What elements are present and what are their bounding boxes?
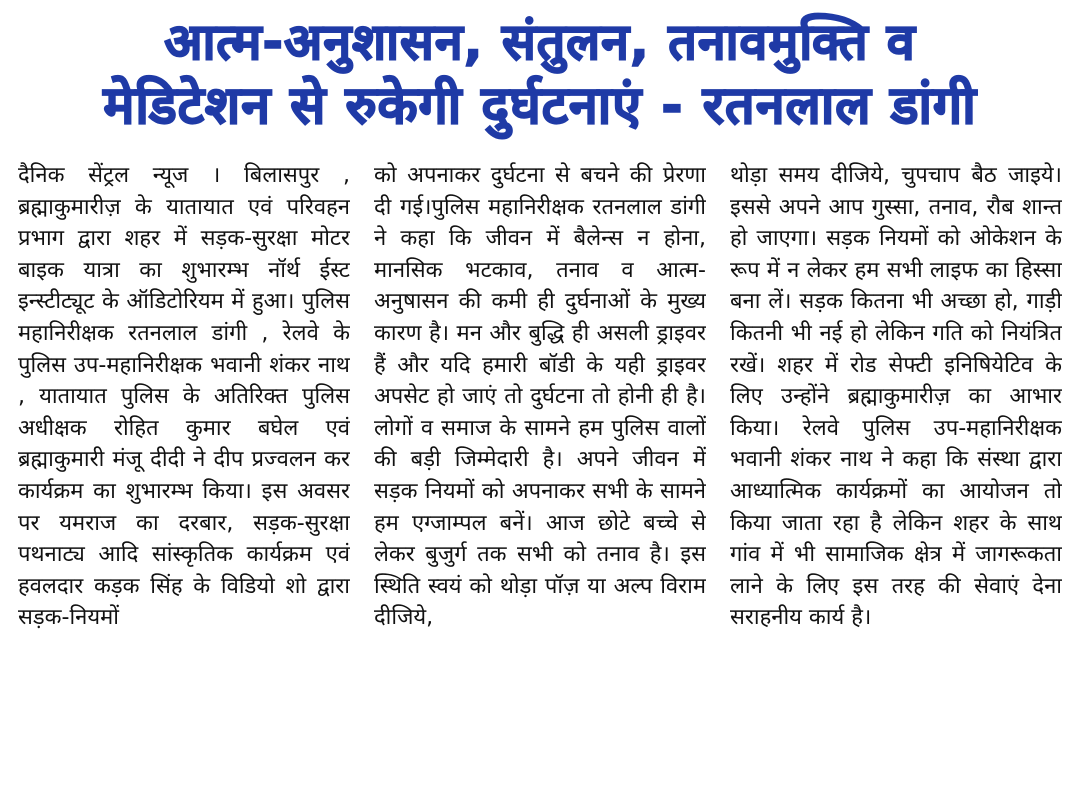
headline-line-1: आत्म-अनुशासन, संतुलन, तनावमुक्ति व (164, 13, 916, 71)
headline (0, 10, 1080, 140)
headline-line-2: मेडिटेशन से रुकेगी दुर्घटनाएं - रतनलाल डांगी (103, 76, 977, 136)
article-column-3: थोड़ा समय दीजिये, चुपचाप बैठ जाइये। इससे अपने आप गुस्सा, तनाव, रौब शान्त हो जाएगा। सड़क नियमों को ओकेशन के रूप में न लेकर हम सभी लाइफ का हिस्सा बना लें। सड़क कितना भी अच्छा हो, गाड़ी कितनी भी नई हो लेकिन गति को नियंत्रित रखें। शहर में रोड सेफ्टी इनिषियेटिव के लिए उन्होंने ब्रह्माकुमारीज़ का आभार किया। रेलवे पुलिस उप-महानिरीक्षक भवानी शंकर नाथ ने कहा कि संस्था द्वारा आध्यात्मिक कार्यक्रमों का आयोजन तो किया जाता रहा है लेकिन शहर के साथ गांव में भी सामाजिक क्षेत्र में जागरूकता लाने के लिए इस तरह की सेवाएं देना सराहनीय कार्य है। (730, 163, 1062, 631)
article-body (18, 160, 1062, 806)
article-column-2: को अपनाकर दुर्घटना से बचने की प्रेरणा दी गई।पुलिस महानिरीक्षक रतनलाल डांगी ने कहा कि जीवन में बैलेन्स न होना, मानसिक भटकाव, तनाव व आत्म-अनुषासन की कमी ही दुर्घनाओं के मुख्य कारण है। मन और बुद्धि ही असली ड्राइवर हैं और यदि हमारी बॉडी के यही ड्राइवर अपसेट हो जाएं तो दुर्घटना तो होनी ही है। लोगों व समाज के सामने हम पुलिस वालों की बड़ी जिम्मेदारी है। अपने जीवन में सड़क नियमों को अपनाकर सभी के सामने हम एग्जाम्पल बनें। आज छोटे बच्चे से लेकर बुजुर्ग तक सभी को तनाव है। इस स्थिति स्वयं को थोड़ा पॉज़ या अल्प विराम दीजिये, (374, 163, 706, 631)
article-column-1: दैनिक सेंट्रल न्यूज । बिलासपुर , ब्रह्माकुमारीज़ के यातायात एवं परिवहन प्रभाग द्वारा शहर में सड़क-सुरक्षा मोटर बाइक यात्रा का शुभारम्भ नॉर्थ ईस्ट इन्स्टीट्यूट के ऑडिटोरियम में हुआ। पुलिस महानिरीक्षक रतनलाल डांगी , रेलवे के पुलिस उप-महानिरीक्षक भवानी शंकर नाथ , यातायात पुलिस के अतिरिक्त पुलिस अधीक्षक रोहित कुमार बघेल एवं ब्रह्माकुमारी मंजू दीदी ने दीप प्रज्वलन कर कार्यक्रम का शुभारम्भ किया। इस अवसर पर यमराज का दरबार, सड़क-सुरक्षा पथनाट्य आदि सांस्कृतिक कार्यक्रम एवं हवलदार कड़क सिंह के विडियो शो द्वारा सड़क-नियमों (18, 163, 350, 631)
